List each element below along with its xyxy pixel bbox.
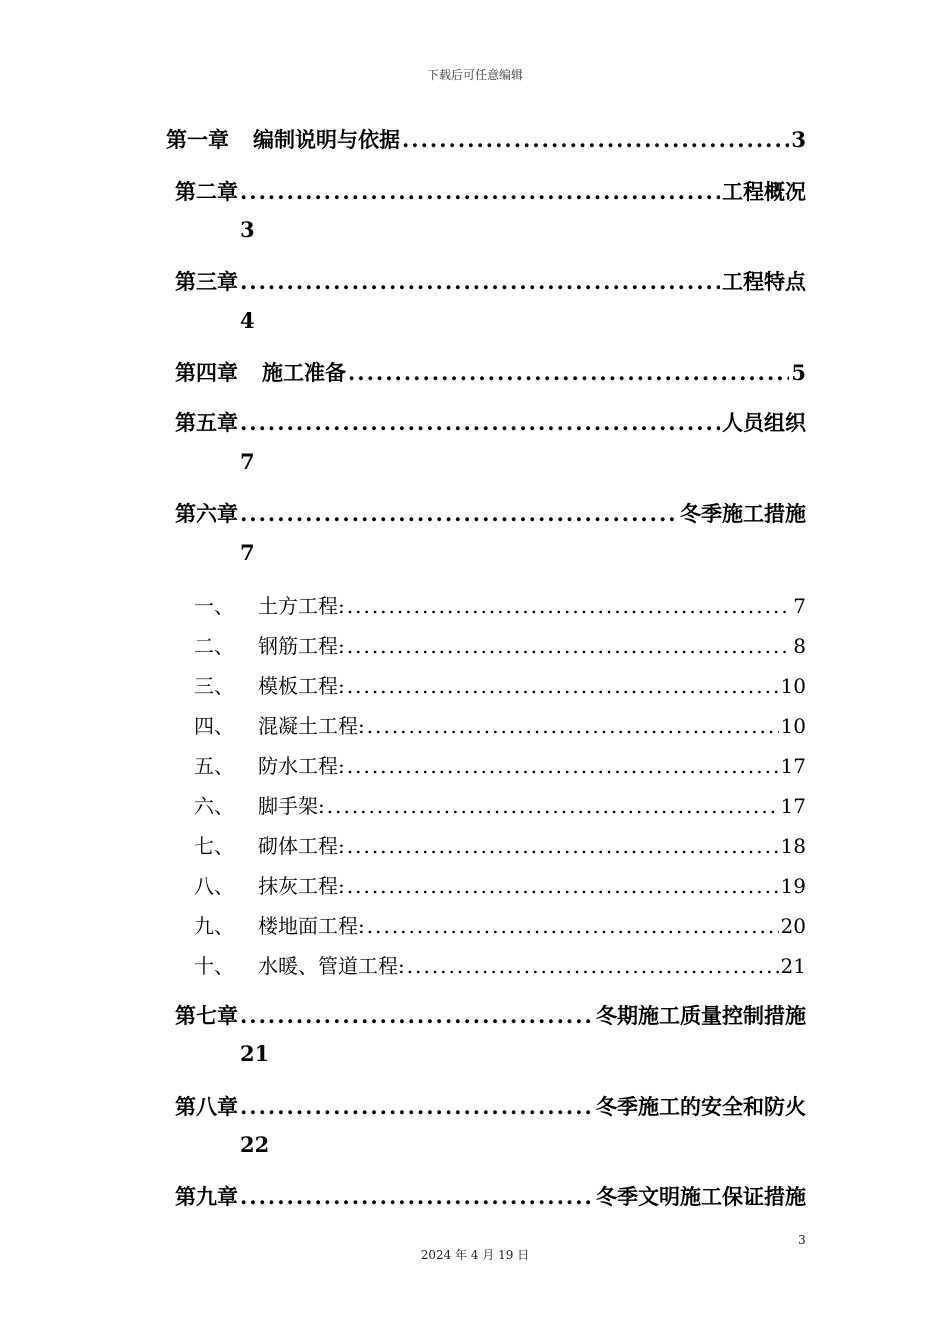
dot-leader bbox=[240, 501, 678, 526]
section-title: 钢筋工程: bbox=[258, 634, 345, 658]
dot-leader bbox=[347, 674, 779, 698]
chapter-label: 第九章 bbox=[175, 1184, 238, 1209]
dot-leader bbox=[240, 410, 720, 435]
chapter-title: 施工准备 bbox=[262, 360, 346, 385]
toc-entry-chapter-6[interactable] bbox=[175, 498, 806, 528]
chapter-title: 冬季施工措施 bbox=[680, 501, 806, 526]
chapter-title: 冬季文明施工保证措施 bbox=[596, 1184, 806, 1209]
section-title: 楼地面工程: bbox=[258, 914, 365, 938]
chapter-page: 4 bbox=[240, 308, 255, 333]
chapter-label: 第六章 bbox=[175, 501, 238, 526]
dot-leader bbox=[407, 954, 779, 978]
section-number: 十、 bbox=[194, 954, 234, 978]
dot-leader bbox=[327, 794, 779, 818]
section-page: 18 bbox=[780, 834, 806, 858]
toc-entry-section-8[interactable] bbox=[194, 870, 806, 899]
section-page: 10 bbox=[780, 714, 806, 738]
toc-entry-section-10[interactable] bbox=[194, 950, 806, 979]
section-title: 水暖、管道工程: bbox=[258, 954, 405, 978]
chapter-title: 冬期施工质量控制措施 bbox=[596, 1003, 806, 1028]
section-title: 抹灰工程: bbox=[258, 874, 345, 898]
toc-entry-chapter-4[interactable] bbox=[175, 357, 806, 387]
section-number: 六、 bbox=[194, 794, 234, 818]
dot-leader bbox=[402, 127, 789, 152]
toc-entry-section-3[interactable] bbox=[194, 670, 806, 699]
toc-entry-section-2[interactable] bbox=[194, 630, 806, 659]
dot-leader bbox=[347, 834, 779, 858]
section-number: 四、 bbox=[194, 714, 234, 738]
section-number: 五、 bbox=[194, 754, 234, 778]
toc-entry-section-7[interactable] bbox=[194, 830, 806, 859]
chapter-title: 工程概况 bbox=[722, 179, 806, 204]
chapter-label: 第五章 bbox=[175, 410, 238, 435]
chapter-label: 第四章 bbox=[175, 360, 238, 385]
toc-entry-chapter-3[interactable] bbox=[175, 266, 806, 296]
section-title: 土方工程: bbox=[258, 594, 345, 618]
chapter-label: 第三章 bbox=[175, 269, 238, 294]
section-page: 21 bbox=[780, 954, 806, 978]
chapter-label: 第八章 bbox=[175, 1094, 238, 1119]
dot-leader bbox=[347, 594, 792, 618]
dot-leader bbox=[347, 754, 779, 778]
footer-date: 2024 年 4 月 19 日 bbox=[420, 1248, 530, 1262]
toc-entry-chapter-2[interactable] bbox=[175, 176, 806, 206]
chapter-title: 编制说明与依据 bbox=[253, 127, 400, 152]
toc-entry-chapter-5[interactable] bbox=[175, 407, 806, 437]
section-page: 17 bbox=[780, 794, 806, 818]
section-page: 10 bbox=[780, 674, 806, 698]
toc-entry-chapter-8[interactable] bbox=[175, 1091, 806, 1121]
section-number: 七、 bbox=[194, 834, 234, 858]
chapter-title: 冬季施工的安全和防火 bbox=[596, 1094, 806, 1119]
dot-leader bbox=[347, 874, 779, 898]
toc-entry-chapter-1[interactable] bbox=[166, 124, 806, 154]
chapter-title: 人员组织 bbox=[722, 410, 806, 435]
chapter-page: 7 bbox=[240, 449, 255, 474]
chapter-page: 21 bbox=[240, 1041, 270, 1066]
toc-entry-section-5[interactable] bbox=[194, 750, 806, 779]
chapter-page: 3 bbox=[791, 127, 806, 152]
chapter-page: 22 bbox=[240, 1132, 270, 1157]
dot-leader bbox=[367, 914, 779, 938]
section-page: 17 bbox=[780, 754, 806, 778]
toc-entry-chapter-9[interactable] bbox=[175, 1181, 806, 1211]
toc-entry-section-6[interactable] bbox=[194, 790, 806, 819]
section-page: 8 bbox=[793, 634, 806, 658]
dot-leader bbox=[348, 360, 789, 385]
section-page: 20 bbox=[780, 914, 806, 938]
chapter-label: 第七章 bbox=[175, 1003, 238, 1028]
dot-leader bbox=[347, 634, 792, 658]
section-number: 一、 bbox=[194, 594, 234, 618]
section-number: 三、 bbox=[194, 674, 234, 698]
chapter-title: 工程特点 bbox=[722, 269, 806, 294]
chapter-page: 3 bbox=[240, 217, 255, 242]
section-title: 模板工程: bbox=[258, 674, 345, 698]
page-number: 3 bbox=[798, 1233, 806, 1247]
section-page: 19 bbox=[780, 874, 806, 898]
section-number: 九、 bbox=[194, 914, 234, 938]
section-number: 二、 bbox=[194, 634, 234, 658]
chapter-label: 第一章 bbox=[166, 127, 229, 152]
dot-leader bbox=[240, 1003, 594, 1028]
chapter-page: 5 bbox=[791, 360, 806, 385]
section-number: 八、 bbox=[194, 874, 234, 898]
section-title: 防水工程: bbox=[258, 754, 345, 778]
chapter-label: 第二章 bbox=[175, 179, 238, 204]
dot-leader bbox=[240, 1184, 594, 1209]
toc-entry-section-4[interactable] bbox=[194, 710, 806, 739]
section-title: 砌体工程: bbox=[258, 834, 345, 858]
toc-entry-chapter-7[interactable] bbox=[175, 1000, 806, 1030]
chapter-page: 7 bbox=[240, 540, 255, 565]
dot-leader bbox=[240, 1094, 594, 1119]
page-header: 下载后可任意编辑 bbox=[426, 68, 523, 82]
dot-leader bbox=[367, 714, 779, 738]
section-title: 混凝土工程: bbox=[258, 714, 365, 738]
toc-entry-section-1[interactable] bbox=[194, 590, 806, 619]
dot-leader bbox=[240, 179, 720, 204]
section-page: 7 bbox=[793, 594, 806, 618]
dot-leader bbox=[240, 269, 720, 294]
section-title: 脚手架: bbox=[258, 794, 325, 818]
toc-entry-section-9[interactable] bbox=[194, 910, 806, 939]
